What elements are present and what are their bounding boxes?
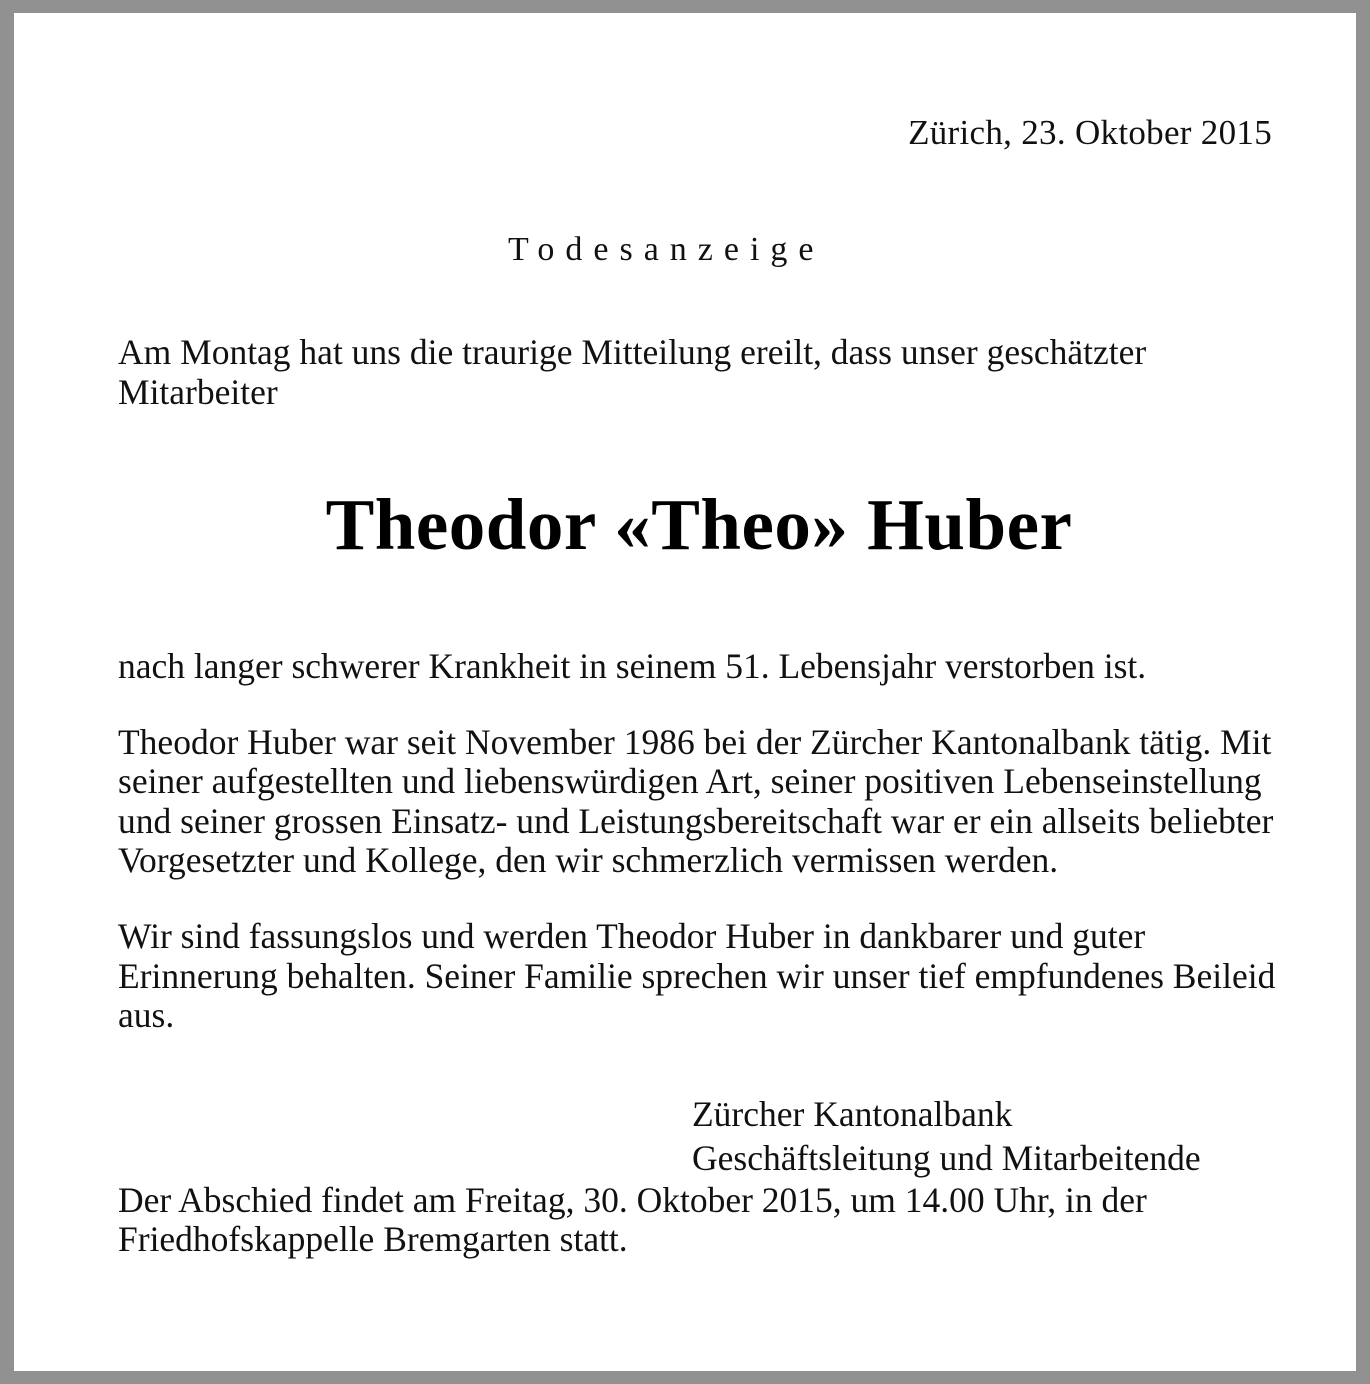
notice-kicker: Todesanzeige (508, 231, 825, 268)
after-name-paragraph: nach langer schwerer Krankheit in seinem 51. Lebensjahr verstorben ist. (118, 646, 1147, 687)
funeral-details: Der Abschied findet am Freitag, 30. Oktober 2015, um 14.00 Uhr, in der Friedhofskappelle Bremgarten statt. (118, 1179, 1147, 1260)
tribute-paragraph-2: Wir sind fassungslos und werden Theodor Huber in dankbarer und guter Erinnerung behalten. Seiner Familie sprechen wir unser tief empfundenes Beileid aus. (118, 916, 1276, 1036)
tribute-paragraph-1: Theodor Huber war seit November 1986 bei der Zürcher Kantonalbank tätig. Mit seiner aufgestellten und liebenswürdigen Art, seiner positiven Lebenseinstellung und seiner grossen Einsatz- und Leistungsbereitschaft war er ein allseits beliebter Vorgesetzter und Kollege, den wir schmerzlich vermissen werden. (118, 721, 1274, 881)
signature-organization: Zürcher Kantonalbank (692, 1093, 1013, 1134)
dateline: Zürich, 23. Oktober 2015 (908, 113, 1272, 152)
deceased-name: Theodor «Theo» Huber (325, 484, 1073, 566)
signature-block (118, 1092, 1280, 1181)
signature-group: Geschäftsleitung und Mitarbeitende (692, 1138, 1201, 1179)
intro-paragraph: Am Montag hat uns die traurige Mitteilung ereilt, dass unser geschätzter Mitarbeiter (118, 332, 1147, 412)
obituary-content (110, 13, 1280, 1371)
notice-body (118, 333, 1280, 1296)
obituary-page (14, 13, 1356, 1371)
